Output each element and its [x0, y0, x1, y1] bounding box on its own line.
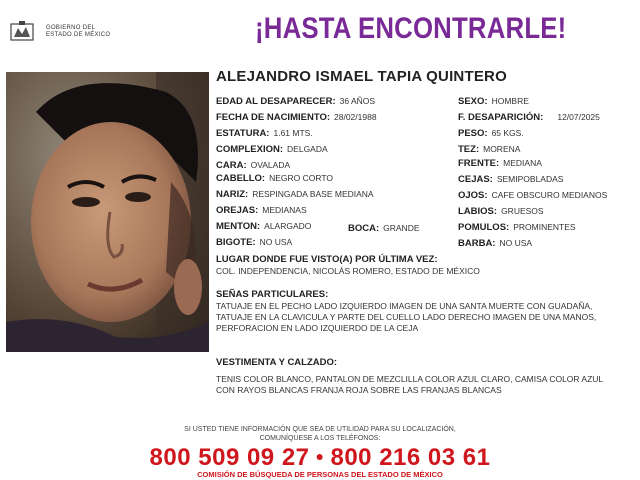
page-headline: ¡HASTA ENCONTRARLE!: [255, 12, 567, 45]
field-complexion: [216, 143, 328, 156]
field-cara: [216, 159, 290, 172]
field-value: MEDIANA: [503, 158, 542, 168]
field-menton: [216, 220, 311, 233]
last-seen-text: COL. INDEPENDENCIA, NICOLÁS ROMERO, ESTADO DE MÉXICO: [216, 266, 480, 276]
field-label: PESO:: [458, 128, 488, 139]
field-value: SEMIPOBLADAS: [496, 174, 564, 184]
field-label: CARA:: [216, 160, 247, 171]
field-boca: [348, 222, 420, 235]
field-edad: [216, 95, 375, 108]
field-fecha-nacimiento: [216, 111, 377, 124]
field-frente: [458, 157, 542, 170]
field-value: PROMINENTES: [513, 222, 576, 232]
field-value: MEDIANAS: [262, 205, 307, 215]
field-value: 1.61 MTS.: [273, 128, 313, 138]
field-label: BARBA:: [458, 238, 496, 249]
contact-note-line-1: SI USTED TIENE INFORMACIÓN QUE SEA DE UTILIDAD PARA SU LOCALIZACIÓN,: [184, 426, 456, 433]
field-peso: [458, 127, 524, 140]
marks-title: SEÑAS PARTICULARES:: [216, 289, 329, 300]
field-label: OJOS:: [458, 190, 488, 201]
field-orejas: [216, 204, 307, 217]
field-f-desaparicion: [458, 111, 600, 124]
person-name: ALEJANDRO ISMAEL TAPIA QUINTERO: [216, 68, 507, 85]
field-label: BOCA:: [348, 223, 380, 234]
field-label: FECHA DE NACIMIENTO:: [216, 112, 330, 123]
field-label: COMPLEXION:: [216, 144, 284, 155]
field-value: HOMBRE: [491, 96, 529, 106]
field-bigote: [216, 236, 292, 249]
field-label: ESTATURA:: [216, 128, 270, 139]
field-value: ALARGADO: [264, 221, 312, 231]
field-label: F. DESAPARICIÓN:: [458, 112, 544, 123]
field-value: RESPINGADA BASE MEDIANA: [252, 189, 374, 199]
clothing-title: VESTIMENTA Y CALZADO:: [216, 357, 338, 368]
field-cabello: [216, 172, 333, 185]
state-seal-icon: [8, 20, 36, 44]
field-value: 12/07/2025: [557, 112, 600, 122]
government-logo: [8, 20, 118, 46]
field-tez: [458, 143, 520, 156]
field-ojos: [458, 189, 607, 202]
field-label: EDAD AL DESAPARECER:: [216, 96, 336, 107]
phone-1[interactable]: 800 509 09 27: [149, 444, 310, 471]
field-label: LABIOS:: [458, 206, 498, 217]
field-value: 28/02/1988: [334, 112, 377, 122]
field-cejas: [458, 173, 563, 186]
field-pomulos: [458, 221, 576, 234]
field-value: DELGADA: [287, 144, 328, 154]
gov-line-2: ESTADO DE MÉXICO: [46, 32, 111, 38]
person-photo: [6, 72, 209, 352]
field-barba: [458, 237, 532, 250]
field-value: NEGRO CORTO: [269, 173, 333, 183]
field-label: CABELLO:: [216, 173, 266, 184]
field-label: OREJAS:: [216, 205, 259, 216]
field-label: POMULOS:: [458, 222, 510, 233]
field-value: NO USA: [259, 237, 293, 247]
field-value: GRUESOS: [501, 206, 544, 216]
field-sexo: [458, 95, 529, 108]
field-label: CEJAS:: [458, 174, 493, 185]
contact-note-line-2: COMUNÍQUESE A LOS TELÉFONOS:: [259, 434, 381, 442]
field-label: MENTON:: [216, 221, 261, 232]
field-value: OVALADA: [250, 160, 291, 170]
bullet-separator: ●: [315, 448, 325, 464]
field-value: GRANDE: [383, 223, 420, 233]
field-value: CAFE OBSCURO MEDIANOS: [491, 190, 608, 200]
field-labios: [458, 205, 544, 218]
clothing-text: TENIS COLOR BLANCO, PANTALON DE MEZCLILLA COLOR AZUL CLARO, CAMISA COLOR AZUL CON RAYOS BLANCAS FRANJA ROJA SOBRE LAS FRANJAS BLANCAS: [216, 374, 603, 395]
field-label: TEZ:: [458, 144, 480, 155]
last-seen-title: LUGAR DONDE FUE VISTO(A) POR ÚLTIMA VEZ:: [216, 254, 438, 265]
phone-numbers: [0, 444, 640, 472]
phone-2[interactable]: 800 216 03 61: [330, 444, 491, 471]
field-value: NO USA: [499, 238, 533, 248]
field-label: SEXO:: [458, 96, 488, 107]
field-estatura: [216, 127, 313, 140]
field-value: MORENA: [483, 144, 521, 154]
field-value: 65 KGS.: [491, 128, 524, 138]
contact-note: [0, 426, 640, 443]
gov-line-1: GOBIERNO DEL: [46, 25, 96, 31]
field-value: 36 AÑOS: [339, 96, 376, 106]
marks-text: TATUAJE EN EL PECHO LADO IZQUIERDO IMAGEN DE UNA SANTA MUERTE CON GUADAÑA, TATUAJE EN LA CLAVICULA Y PARTE DEL CUELLO LADO DERECHO IMAGEN DE UNA MANOS, PERFORACION EN LADO IZQUIERDO DE LA CEJA: [216, 301, 597, 333]
field-nariz: [216, 188, 374, 201]
field-label: NARIZ:: [216, 189, 249, 200]
field-label: FRENTE:: [458, 158, 500, 169]
commission-name: COMISIÓN DE BÚSQUEDA DE PERSONAS DEL ESTADO DE MÉXICO: [197, 470, 443, 479]
field-label: BIGOTE:: [216, 237, 256, 248]
